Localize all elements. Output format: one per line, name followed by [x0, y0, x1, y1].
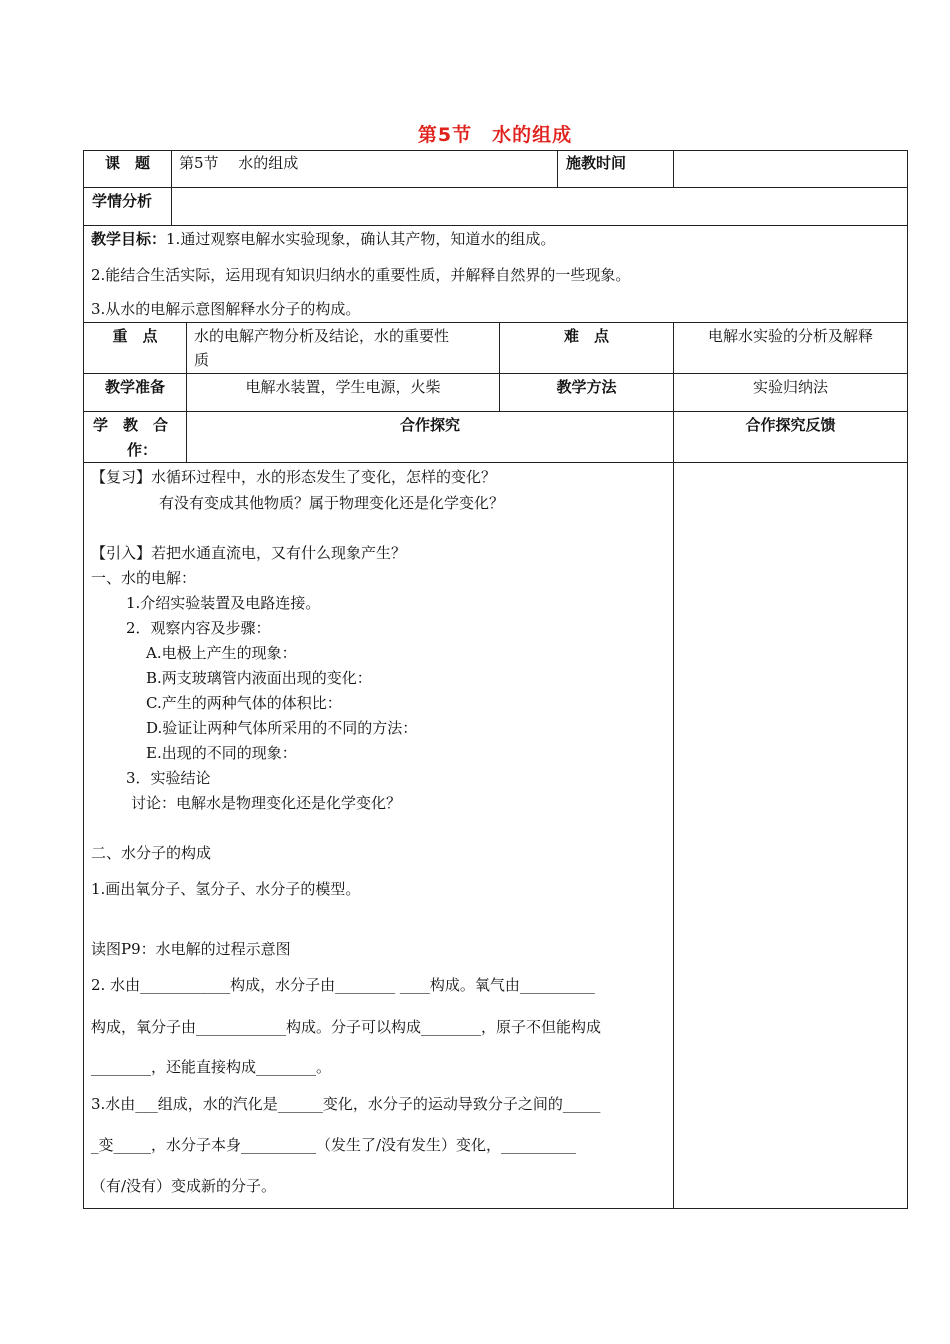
objectives-line2: 2.能结合生活实际，运用现有知识归纳水的重要性质，并解释自然界的一些现象。 — [91, 266, 631, 284]
method-label: 教学方法 — [556, 378, 617, 396]
topic-label: 课 题 — [104, 154, 150, 172]
section1-item1: 1.介绍实验装置及电路连接。 — [126, 594, 321, 612]
column-label-left-line1: 学 教 合 — [93, 416, 169, 434]
column-divider — [171, 187, 172, 226]
preparation-value: 电解水装置，学生电源，火柴 — [245, 378, 441, 396]
objectives-label: 教学目标： — [91, 230, 167, 248]
question2-line1: 2. 水由____________构成，水分子由________ ____构成。氧气由__________ — [91, 976, 595, 994]
key-points-value-line2: 质 — [194, 351, 210, 369]
method-value: 实验归纳法 — [752, 378, 828, 396]
table-left-border — [83, 150, 84, 1209]
table-right-border — [907, 150, 908, 1209]
key-points-value-line1: 水的电解产物分析及结论，水的重要性 — [194, 327, 450, 345]
difficulty-value: 电解水实验的分析及解释 — [707, 327, 873, 345]
objectives-line3: 3.从水的电解示意图解释水分子的构成。 — [91, 300, 361, 318]
column-divider — [171, 150, 172, 188]
time-label: 施教时间 — [566, 154, 627, 172]
question2-line2: 构成，氧分子由____________构成。分子可以构成________，原子不但能构成 — [91, 1018, 602, 1036]
step-c: C.产生的两种气体的体积比： — [146, 694, 342, 712]
objectives-line1 — [91, 226, 555, 252]
step-d: D.验证让两种气体所采用的不同的方法： — [146, 719, 418, 737]
difficulty-label: 难 点 — [563, 327, 609, 345]
step-b: B.两支玻璃管内液面出现的变化： — [146, 669, 372, 687]
feedback-column-divider — [673, 462, 674, 1209]
intro-line: 【引入】若把水通直流电，又有什么现象产生？ — [91, 544, 407, 562]
table-bottom-border — [83, 1208, 908, 1209]
question3-line3: （有/没有）变成新的分子。 — [91, 1177, 277, 1195]
row-divider — [83, 462, 908, 463]
figure-reference: 读图P9：水电解的过程示意图 — [91, 940, 291, 958]
section1-item3: 3．实验结论 — [126, 769, 211, 787]
section2-heading: 二、水分子的构成 — [91, 844, 212, 862]
column-divider — [557, 150, 558, 188]
analysis-label: 学情分析 — [92, 192, 153, 210]
step-a: A.电极上产生的现象： — [146, 644, 297, 662]
section1-item2: 2．观察内容及步骤： — [126, 619, 271, 637]
column-divider — [186, 322, 187, 374]
question3-line2: _变_____，水分子本身__________（发生了/没有发生）变化，__________ — [91, 1136, 577, 1154]
column-label-middle: 合作探究 — [399, 416, 460, 434]
row-divider — [83, 187, 908, 188]
column-divider — [673, 150, 674, 188]
section1-heading: 一、水的电解： — [91, 569, 197, 587]
topic-value: 第5节 水的组成 — [179, 154, 299, 172]
preparation-label: 教学准备 — [104, 378, 165, 396]
objective-text: 1.通过观察电解水实验现象，确认其产物，知道水的组成。 — [166, 230, 556, 248]
column-label-right: 合作探究反馈 — [745, 416, 836, 434]
question2-line3: ________，还能直接构成________。 — [91, 1058, 332, 1076]
review-line2: 有没有变成其他物质？属于物理变化还是化学变化？ — [159, 494, 505, 512]
question3-line1: 3.水由___组成，水的汽化是______变化，水分子的运动导致分子之间的_____ — [91, 1095, 601, 1113]
review-line1: 【复习】水循环过程中，水的形态发生了变化，怎样的变化？ — [91, 468, 497, 486]
column-label-left-line2: 作： — [127, 441, 158, 459]
document-title: 第5节 水的组成 — [417, 124, 573, 146]
section2-item1: 1.画出氧分子、氢分子、水分子的模型。 — [91, 880, 361, 898]
step-e: E.出现的不同的现象： — [146, 744, 297, 762]
key-points-label: 重 点 — [112, 327, 158, 345]
discussion-line: 讨论：电解水是物理变化还是化学变化？ — [131, 794, 402, 812]
